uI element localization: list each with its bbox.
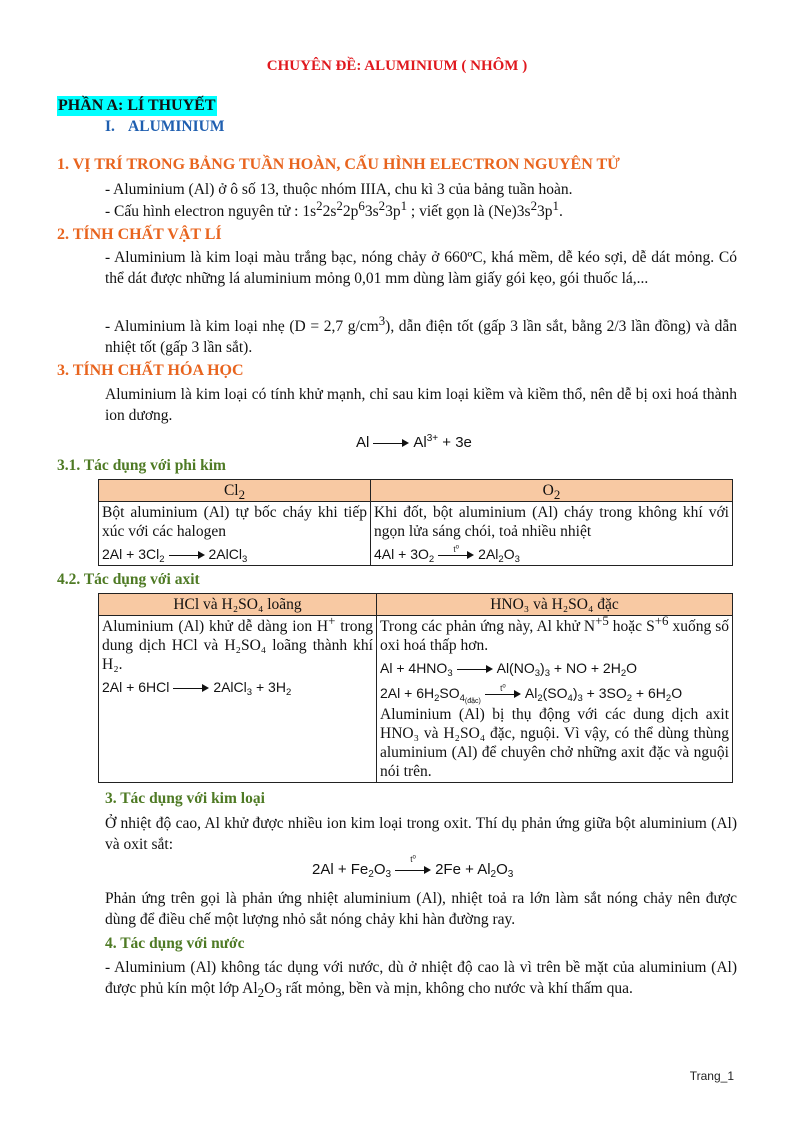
col-dilute-header: HCl và H₂SO₄ loãng (99, 594, 377, 616)
eq-tail2: + 6H (632, 685, 666, 701)
table-row (99, 616, 733, 783)
text-part: hoặc S (608, 618, 655, 635)
heat-sup: o (502, 683, 506, 690)
eq-right: Al (524, 685, 538, 701)
arrow-icon (457, 664, 493, 674)
heading-metal: 3. Tác dụng với kim loại (105, 790, 265, 807)
cl-label: Cl (223, 482, 239, 499)
text-part: trong dung dịch HCl và H₂SO₄ loãng thành khí H₂. (102, 618, 374, 673)
passivation-text: Aluminium (Al) bị thụ động với các dung dịch axit HNO₃ và H₂SO₄ đặc, nguội. Vì vậy, có thể dùng thùng aluminium (Al) để chuyên chở những axit đặc và nguội nói trên. (380, 706, 729, 780)
eq-right: 2Al (478, 546, 499, 562)
o2-cell (371, 502, 733, 566)
eq-left: 2Al + Fe (312, 861, 369, 878)
heading-acid: 4.2. Tác dụng với axit (57, 571, 200, 588)
heading-water: 4. Tác dụng với nước (105, 935, 245, 952)
page-number: Trang_1 (689, 1069, 734, 1083)
eq-ion: Al (413, 434, 427, 451)
heat-arrow-icon (438, 544, 474, 560)
eq-right: 2AlCl (213, 679, 247, 695)
section-number: I. (105, 118, 115, 135)
thermite-paragraph: Phản ứng trên gọi là phản ứng nhiệt aluminium (Al), nhiệt toả ra lớn làm sắt nóng chảy nên được dùng để điều chế một lượng nhỏ sắt nóng chảy khi hàn đường ray. (105, 890, 737, 928)
cl2-description: Bột aluminium (Al) tự bốc cháy khi tiếp xúc với các halogen (102, 504, 367, 540)
heat-sup: o (455, 544, 459, 551)
col-cl2-header: $Cl_2$ (99, 480, 371, 502)
eq-left: 4Al + 3O (374, 546, 429, 562)
heading-nonmetal: 3.1. Tác dụng với phi kim (57, 457, 226, 474)
heat-sup: o (412, 854, 416, 861)
heat-label: t (500, 684, 503, 694)
arrow-icon (373, 438, 409, 448)
hno3-equation: $Al + 4HNO_3$ $Al(NO_3)_3$ + NO + $2H_2O$ (380, 660, 637, 679)
oxidation-equation (356, 434, 472, 451)
heading-chemical-properties: 3. TÍNH CHẤT HÓA HỌC (57, 362, 244, 379)
o2-description: Khi đốt, bột aluminium (Al) cháy trong không khí với ngọn lửa sáng chói, toả nhiều nhiệt (374, 504, 729, 540)
thermite-equation: $2Al + Fe_2O_3$ $t^o$ $2Fe + Al_2O_3$ (312, 854, 514, 880)
electron-config-line: - Cấu hình electron nguyên tử : $1s^22s^22p^63s^23p^1$ ; viết gọn là $(Ne)3s^23p^1$. (105, 197, 563, 220)
col-o2-header: $O_2$ (371, 480, 733, 502)
dilute-cell (99, 612, 377, 783)
position-line: - Aluminium (Al) ở ô số 13, thuộc nhóm IIIA, chu kì 3 của bảng tuần hoàn. (105, 181, 573, 198)
part-a-heading: PHẦN A: LÍ THUYẾT (58, 97, 216, 114)
text-part: xuống số oxi hoá thấp hơn. (380, 618, 729, 654)
h2so4-equation: $2Al + 6H_2SO_{4_{(đặc)}}$ $t^o$ $Al_2(SO_4)_3 + 3SO_2 + 6H_2O$ (380, 683, 683, 705)
water-paragraph: - Aluminium (Al) không tác dụng với nước, dù ở nhiệt độ cao là vì trên bề mặt của aluminium (Al) được phủ kín một lớp $Al_2O_3$ rất mỏng, bền và mịn, không cho nước và khí thấm qua. (105, 959, 737, 1001)
dilute-description: Aluminium (Al) khử dễ dàng ion H+ trong dung dịch HCl và H₂SO₄ loãng thành khí H₂. (102, 612, 374, 673)
eq-tail: + NO + 2H (550, 660, 621, 676)
heading-position-electron: 1. VỊ TRÍ TRONG BẢNG TUẦN HOÀN, CẤU HÌNH ELECTRON NGUYÊN TỬ (57, 156, 620, 173)
config-short: ; viết gọn là (Ne)3s (407, 203, 531, 220)
eq-left: Al (356, 434, 370, 451)
concentrated-description: Trong các phản ứng này, Al khử $N^{+5}$ hoặc $S^{+6}$ xuống số oxi hoá thấp hơn. (380, 612, 729, 654)
text-part: - Aluminium (Al) không tác dụng với nước, dù ở nhiệt độ cao là vì trên bề mặt của aluminium (Al) được phủ kín một lớp Al (105, 959, 737, 997)
eq-left: 2Al + 6H (380, 685, 435, 701)
metal-paragraph: Ở nhiệt độ cao, Al khử được nhiều ion kim loại trong oxit. Thí dụ phản ứng giữa bột aluminium (Al) và oxit sắt: (105, 815, 737, 853)
table-header-row (99, 480, 733, 502)
table-row (99, 502, 733, 566)
o2-equation: $4Al + 3O_2$ $t^o$ $2Al_2O_3$ (374, 544, 520, 565)
chemical-intro: Aluminium là kim loại có tính khử mạnh, chỉ sau kim loại kiềm và kiềm thổ, nên dễ bị oxi hoá thành ion dương. (105, 386, 737, 424)
eq-right: 2AlCl (208, 546, 242, 562)
eq-left: 2Al + 3Cl (102, 546, 160, 562)
physical-paragraph-2: - Aluminium là kim loại nhẹ (D = 2,7 $g/cm^3$), dẫn điện tốt (gấp 3 lần sắt, bằng 2/3 lần đồng) và dẫn nhiệt tốt (gấp 3 lần sắt). (105, 312, 737, 356)
config-prefix: - Cấu hình electron nguyên tử : 1s (105, 203, 317, 220)
concentrated-cell (377, 612, 733, 783)
arrow-icon (173, 683, 209, 693)
eq-tail: + 3SO (582, 685, 627, 701)
eq-right-tail: + 3H (252, 679, 286, 695)
physical-paragraph-1: - Aluminium là kim loại màu trắng bạc, nóng chảy ở 660ºC, khá mềm, dễ kéo sợi, dễ dát mỏng. Có thể dát được những lá aluminium mỏng 0,01 mm dùng làm giấy gói kẹo, gói thuốc lá,... (105, 249, 737, 287)
eq-so: SO (439, 685, 460, 701)
eq-charge: 3+ (426, 433, 439, 444)
arrow-icon (169, 550, 205, 560)
density-text: - Aluminium là kim loại nhẹ (D = 2,7 g/cm (105, 318, 379, 335)
o-label: O (542, 482, 554, 499)
hcl-equation: 2Al + 6HCl 2AlCl$_3$ + $3H_2$ (102, 679, 292, 698)
state-label: (đặc) (464, 698, 481, 705)
heat-arrow-icon (485, 683, 521, 699)
heat-label: t (410, 855, 413, 865)
config-end: . (558, 203, 563, 220)
heading-physical-properties: 2. TÍNH CHẤT VẬT LÍ (57, 226, 222, 243)
acid-table (98, 593, 733, 783)
document-title: CHUYÊN ĐỀ: ALUMINIUM ( NHÔM ) (266, 58, 528, 74)
eq-sub: 2 (434, 693, 440, 704)
nonmetal-table (98, 479, 733, 566)
eq-right: + 3e (438, 434, 472, 451)
col-concentrated-header: HNO₃ và H₂SO₄ đặc (377, 594, 733, 616)
eq-left: Al + 4HNO (380, 660, 448, 676)
eq-left: 2Al + 6HCl (102, 679, 170, 695)
conductivity-text: ), dẫn điện tốt (gấp 3 lần sắt, bằng 2/3 lần đồng) và dẫn nhiệt tốt (gấp 3 lần sắt). (105, 318, 737, 356)
cl2-equation: $2Al + 3Cl_2$ 2AlCl$_3$ (102, 546, 248, 565)
eq-right: 2Fe + Al (435, 861, 491, 878)
text-part: Aluminium (Al) khử dễ dàng ion H (102, 618, 329, 635)
heat-label: t (453, 545, 456, 555)
eq-right: Al(NO (496, 660, 535, 676)
section-label: ALUMINIUM (128, 118, 225, 135)
heat-arrow-icon (395, 854, 431, 875)
section-roman-heading (105, 118, 224, 136)
text-part: Trong các phản ứng này, Al khử N (380, 618, 596, 635)
table-header-row (99, 594, 733, 616)
cl2-cell (99, 502, 371, 566)
text-part: rất mỏng, bền và mịn, không cho nước và khí thấm qua. (281, 980, 633, 997)
